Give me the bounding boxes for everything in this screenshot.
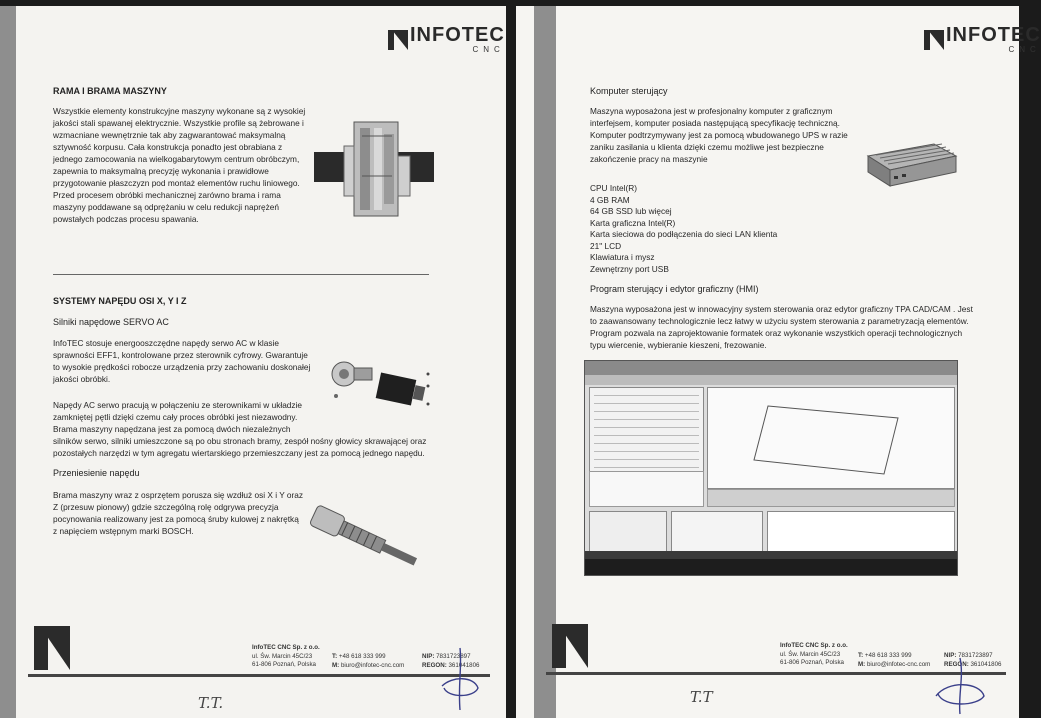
- frame-paragraph: Wszystkie elementy konstrukcyjne maszyny wykonane są z wysokiej jakości stali spawanej elektrycznie. Wszystkie profile są żebrowane i wzmacniane wewnętrznie tak aby zagwarantować maksymalną sztywność korpusu. Cała konstrukcja ponadto jest obrabiana z jednego zamocowania na wielkogabarytowym centrum obróbczym, zapewnia to maksymalną precyzję wykonania i prawidłowe przygotowanie płaszczyzn pod montaż elementów ruchu liniowego. Przed procesem obróbki mechanicznej zarówno brama i rama maszyny poddawane są odprężaniu w celu redukcji naprężeń powstałych podczas procesu spawania.: [53, 106, 306, 224]
- computer-paragraph: Maszyna wyposażona jest w profesjonalny komputer z graficznym interfejsem, komputer posiada następującą specyfikację techniczną. Komputer podtrzymywany jest za pomocą wbudowanego UPS w razie zaniku zasilania u klienta dzięki czemu możliwe jest bezpieczne zakończenie pracy na maszynie: [590, 106, 848, 164]
- section-title-computer: Komputer sterujący: [590, 86, 668, 96]
- subtitle-transmission: Przeniesienie napędu: [53, 468, 140, 478]
- footer-registry: NIP: 7831723897 REGON: 361041806: [422, 653, 480, 669]
- software-screenshot: [584, 360, 958, 576]
- brand-mark-icon: [924, 30, 946, 50]
- spec-item: Klawiatura i mysz: [590, 252, 655, 262]
- spec-item: Zewnętrzny port USB: [590, 263, 669, 274]
- section-title-drives: SYSTEMY NAPĘDU OSI X, Y I Z: [53, 296, 187, 306]
- brand-name: INFOTEC: [946, 24, 1041, 46]
- industrial-pc-illustration: [864, 134, 958, 192]
- spec-item: CPU Intel(R): [590, 183, 638, 193]
- footer-line: [28, 674, 490, 677]
- footer-address: InfoTEC CNC Sp. z o.o. ul. Św. Marcin 45C/23 61-806 Poznań, Polska: [780, 642, 848, 666]
- footer-contact: T: +48 618 333 999 M: biuro@infotec-cnc.com: [332, 653, 405, 669]
- left-side-bar: [0, 6, 16, 718]
- right-side-bar: [534, 6, 556, 718]
- brand-sub: CNC: [1008, 45, 1041, 54]
- footer-registry: NIP: 7831723897 REGON: 361041806: [944, 652, 1002, 668]
- brand-name: INFOTEC: [410, 24, 505, 46]
- signature-mark: [930, 656, 990, 716]
- handwritten-initials: T.T.: [198, 694, 224, 712]
- section-title-hmi: Program sterujący i edytor graficzny (HMI): [590, 284, 759, 294]
- hmi-paragraph: Maszyna wyposażona jest w innowacyjny system sterowania oraz edytor graficzny TPA CAD/CAM . Jest to zaawansowany technologicznie lecz łatwy w użyciu system sterowania z parametryzacją elementów. Program pozwala na zaprojektowanie formatek oraz wykonanie wszystkich operacji technologicznych typu wiercenie, wybieranie kieszeni, frezowanie.: [590, 304, 973, 350]
- subtitle-servo: Silniki napędowe SERVO AC: [53, 317, 169, 327]
- brand-mark-icon: [388, 30, 410, 50]
- ball-screw-illustration: [306, 498, 426, 582]
- footer-contact: T: +48 618 333 999 M: biuro@infotec-cnc.com: [858, 652, 931, 668]
- section-title-frame: RAMA I BRAMA MASZYNY: [53, 86, 167, 96]
- servo-paragraph: InfoTEC stosuje energooszczędne napędy serwo AC w klasie sprawności EFF1, kontrolowane przez sterownik cyfrowy. Gwarantuje to wysokie prędkości robocze urządzenia przy zachowaniu doskonałej jakości obróbki.: [53, 338, 311, 384]
- spec-item: 21" LCD: [590, 240, 622, 251]
- right-page: [516, 6, 1041, 718]
- handwritten-initials: T.T: [690, 688, 713, 706]
- spec-item: Karta sieciowa do podłączenia do sieci LAN klienta: [590, 229, 778, 239]
- brand-sub: CNC: [472, 45, 505, 54]
- left-page: [0, 6, 506, 718]
- spec-item: 64 GB SSD lub więcej: [590, 206, 672, 216]
- brand-logo: [388, 26, 505, 54]
- spec-list: [590, 183, 777, 275]
- brand-logo-right: [924, 26, 1041, 54]
- machine-frame-illustration: [314, 116, 434, 220]
- spec-item: 4 GB RAM: [590, 194, 630, 205]
- section-divider: [53, 274, 429, 275]
- spec-item: Karta graficzna Intel(R): [590, 217, 676, 228]
- servo-paragraph-2: Napędy AC serwo pracują w połączeniu ze sterownikami w układzie zamkniętej pętli dzięki czemu cały proces obróbki jest niezawodny. Brama maszyny napędzana jest za pomocą dwóch niezależnych silników serwo, silniki umieszczone są po obu stronach bramy, zespół nośny głowicy skrawającej oraz pozostałych narzędzi w tym agregatu wiertarskiego przemieszczany jest za pomocą jednego napędu.: [53, 400, 427, 458]
- signature-mark: [438, 646, 482, 712]
- footer-address: InfoTEC CNC Sp. z o.o. ul. Św. Marcin 45C/23 61-806 Poznań, Polska: [252, 644, 320, 668]
- transmission-paragraph: Brama maszyny wraz z osprzętem porusza się wzdłuż osi X i Y oraz Z (przesuw pionowy) gdzie szczególną rolę odgrywa precyzja pocynowania realizowany jest za pomocą śruby kulowej z nakrętką z napięciem wstępnym marki BOSCH.: [53, 490, 304, 536]
